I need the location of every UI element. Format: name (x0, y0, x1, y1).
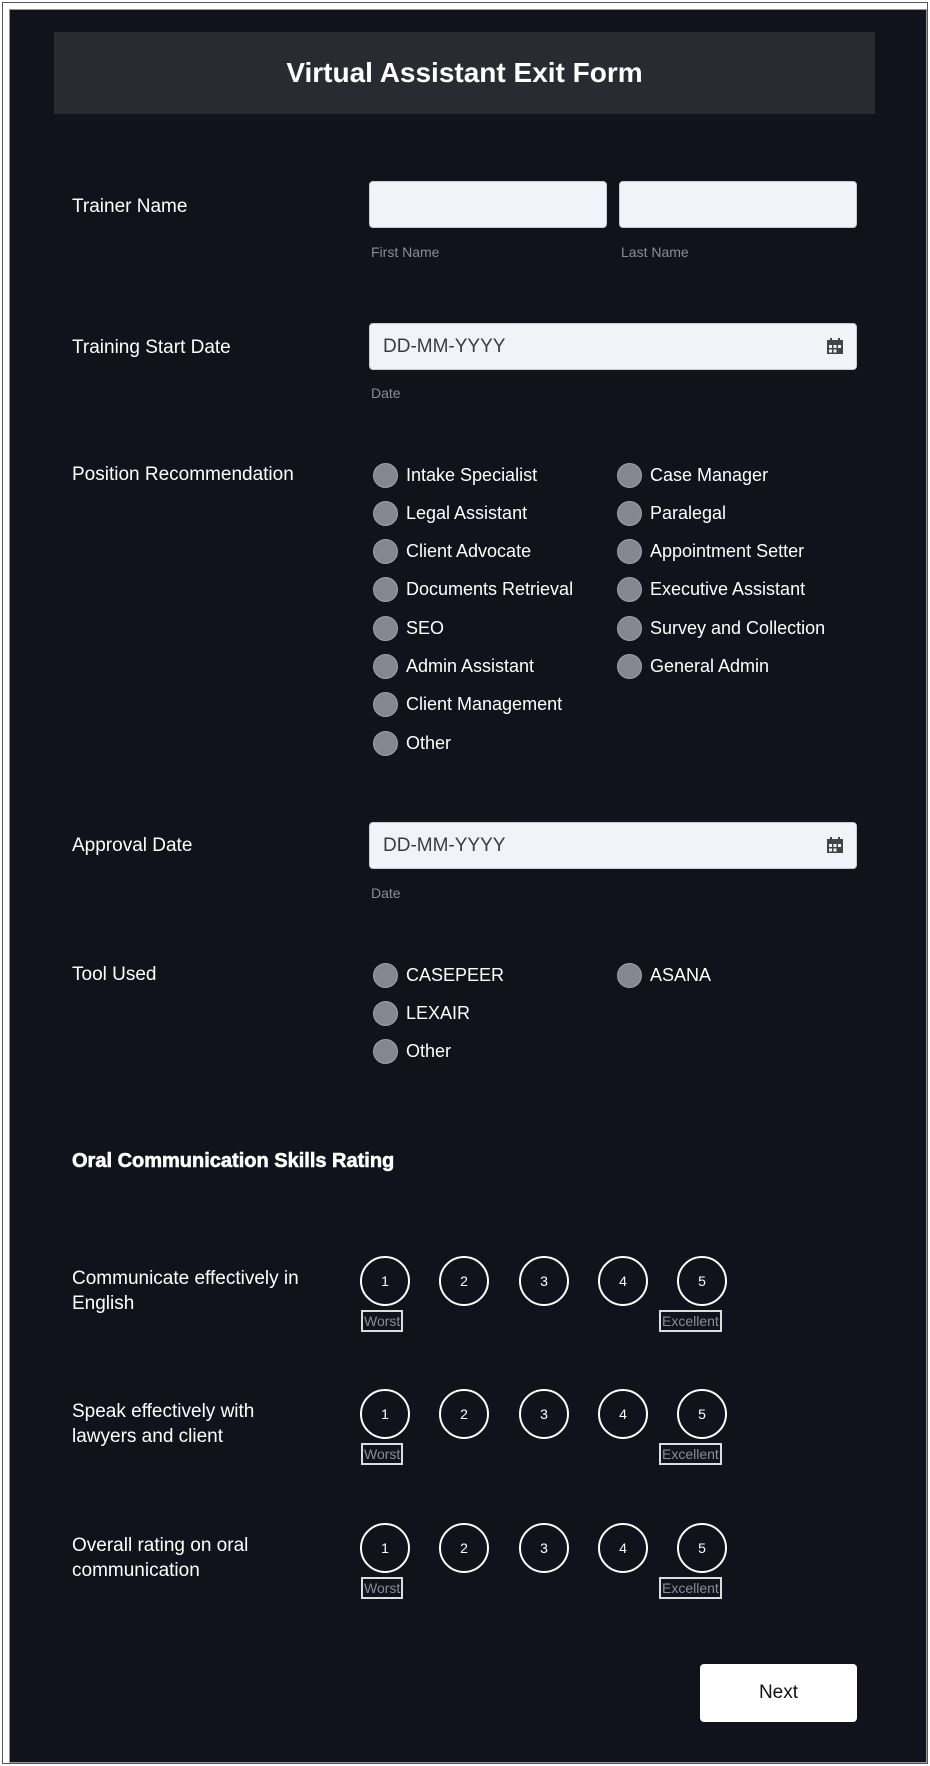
rating-number: 1 (381, 1273, 389, 1289)
radio-option[interactable] (373, 539, 573, 565)
radio-label: LEXAIR (406, 1002, 471, 1023)
radio-option[interactable] (617, 962, 711, 988)
rating-number: 2 (460, 1540, 468, 1556)
radio-option[interactable] (617, 500, 825, 526)
tool-used-label: Tool Used (72, 964, 157, 985)
question-line: communication (72, 1560, 200, 1581)
radio-option[interactable] (373, 462, 573, 488)
radio-label: Client Advocate (406, 541, 532, 562)
radio-label: CASEPEER (406, 964, 505, 985)
rating-number: 3 (540, 1540, 548, 1556)
radio-label: Survey and Collection (650, 617, 826, 638)
next-button[interactable] (700, 1664, 857, 1722)
question-line: Communicate effectively in (72, 1268, 299, 1289)
rating-option-2[interactable] (439, 1389, 489, 1439)
question-line: English (72, 1293, 135, 1314)
training-start-date-input[interactable] (369, 323, 857, 370)
radio-button[interactable] (373, 463, 398, 488)
excellent-label: Excellent (659, 1577, 722, 1599)
rating-option-2[interactable] (439, 1256, 489, 1306)
rating-option-1[interactable] (360, 1389, 410, 1439)
rating-option-4[interactable] (598, 1256, 648, 1306)
worst-label: Worst (361, 1443, 403, 1465)
rating-option-1[interactable] (360, 1256, 410, 1306)
radio-label: Legal Assistant (406, 502, 528, 523)
date-placeholder: DD-MM-YYYY (383, 336, 506, 357)
form-container (9, 9, 927, 1763)
rating-option-3[interactable] (519, 1389, 569, 1439)
first-name-sublabel: First Name (371, 244, 440, 260)
radio-label: Other (406, 732, 452, 753)
position-options-col2 (617, 462, 825, 692)
radio-label: Paralegal (650, 502, 727, 523)
rating-number: 1 (381, 1406, 389, 1422)
rating-option-5[interactable] (677, 1389, 727, 1439)
radio-button[interactable] (373, 539, 398, 564)
approval-date-sublabel: Date (371, 885, 401, 901)
position-recommendation-label: Position Recommendation (72, 464, 294, 485)
last-name-input[interactable] (619, 181, 857, 228)
radio-label: Intake Specialist (406, 464, 538, 485)
calendar-icon[interactable] (826, 836, 844, 854)
rating-number: 2 (460, 1406, 468, 1422)
tool-options-col1 (373, 962, 504, 1077)
rating-question (72, 1399, 254, 1449)
rating-option-4[interactable] (598, 1523, 648, 1573)
radio-label: SEO (406, 617, 445, 638)
radio-button[interactable] (617, 616, 642, 641)
question-line: Speak effectively with (72, 1401, 255, 1422)
calendar-icon[interactable] (826, 337, 844, 355)
tool-options-col2 (617, 962, 711, 1000)
rating-option-1[interactable] (360, 1523, 410, 1573)
rating-option-3[interactable] (519, 1523, 569, 1573)
start-date-sublabel: Date (371, 385, 401, 401)
radio-option[interactable] (373, 1039, 504, 1065)
radio-option[interactable] (617, 462, 825, 488)
rating-number: 4 (619, 1406, 627, 1422)
radio-label: Appointment Setter (650, 541, 805, 562)
rating-option-3[interactable] (519, 1256, 569, 1306)
excellent-label: Excellent (659, 1310, 722, 1332)
radio-option[interactable] (373, 615, 573, 641)
rating-question (72, 1266, 299, 1316)
section-title: Oral Communication Skills Rating (72, 1150, 395, 1172)
radio-button[interactable] (617, 963, 642, 988)
radio-button[interactable] (617, 539, 642, 564)
radio-button[interactable] (373, 1001, 398, 1026)
worst-label: Worst (361, 1577, 403, 1599)
question-line: lawyers and client (72, 1426, 224, 1447)
first-name-input[interactable] (369, 181, 607, 228)
approval-date-input[interactable] (369, 822, 857, 869)
worst-label: Worst (361, 1310, 403, 1332)
radio-label: Case Manager (650, 464, 769, 485)
rating-number: 3 (540, 1273, 548, 1289)
rating-number: 5 (698, 1406, 706, 1422)
position-options-col1 (373, 462, 573, 768)
form-header (54, 32, 875, 114)
date-placeholder: DD-MM-YYYY (383, 835, 506, 856)
radio-label: Other (406, 1041, 452, 1062)
radio-label: General Admin (650, 655, 770, 676)
radio-button[interactable] (373, 616, 398, 641)
rating-number: 5 (698, 1540, 706, 1556)
radio-button[interactable] (617, 501, 642, 526)
radio-option[interactable] (373, 653, 573, 679)
rating-number: 4 (619, 1273, 627, 1289)
radio-option[interactable] (373, 692, 573, 718)
radio-option[interactable] (617, 653, 825, 679)
radio-label: Documents Retrieval (406, 579, 574, 600)
form-title: Virtual Assistant Exit Form (286, 57, 643, 88)
approval-date-label: Approval Date (72, 835, 193, 856)
radio-option[interactable] (373, 577, 573, 603)
rating-number: 1 (381, 1540, 389, 1556)
radio-option[interactable] (373, 730, 573, 756)
radio-button[interactable] (617, 654, 642, 679)
rating-option-4[interactable] (598, 1389, 648, 1439)
rating-option-5[interactable] (677, 1256, 727, 1306)
radio-label: Executive Assistant (650, 579, 806, 600)
radio-option[interactable] (617, 615, 825, 641)
radio-button[interactable] (373, 501, 398, 526)
excellent-label: Excellent (659, 1443, 722, 1465)
radio-button[interactable] (373, 692, 398, 717)
radio-button[interactable] (617, 463, 642, 488)
radio-option[interactable] (617, 577, 825, 603)
rating-number: 2 (460, 1273, 468, 1289)
training-start-date-label: Training Start Date (72, 337, 231, 358)
question-line: Overall rating on oral (72, 1535, 249, 1556)
radio-button[interactable] (373, 577, 398, 602)
radio-button[interactable] (373, 1039, 398, 1064)
radio-button[interactable] (617, 577, 642, 602)
radio-button[interactable] (373, 731, 398, 756)
radio-label: Admin Assistant (406, 655, 535, 676)
next-label: Next (758, 1682, 799, 1703)
last-name-sublabel: Last Name (621, 244, 689, 260)
radio-button[interactable] (373, 963, 398, 988)
radio-label: Client Management (406, 694, 563, 715)
rating-number: 5 (698, 1273, 706, 1289)
radio-option[interactable] (617, 539, 825, 565)
rating-option-2[interactable] (439, 1523, 489, 1573)
trainer-name-label: Trainer Name (72, 196, 188, 217)
page-frame (2, 2, 928, 1764)
rating-question (72, 1533, 248, 1583)
radio-option[interactable] (373, 1000, 504, 1026)
radio-option[interactable] (373, 962, 504, 988)
rating-option-5[interactable] (677, 1523, 727, 1573)
rating-number: 4 (619, 1540, 627, 1556)
rating-number: 3 (540, 1406, 548, 1422)
radio-button[interactable] (373, 654, 398, 679)
radio-option[interactable] (373, 500, 573, 526)
radio-label: ASANA (650, 964, 712, 985)
